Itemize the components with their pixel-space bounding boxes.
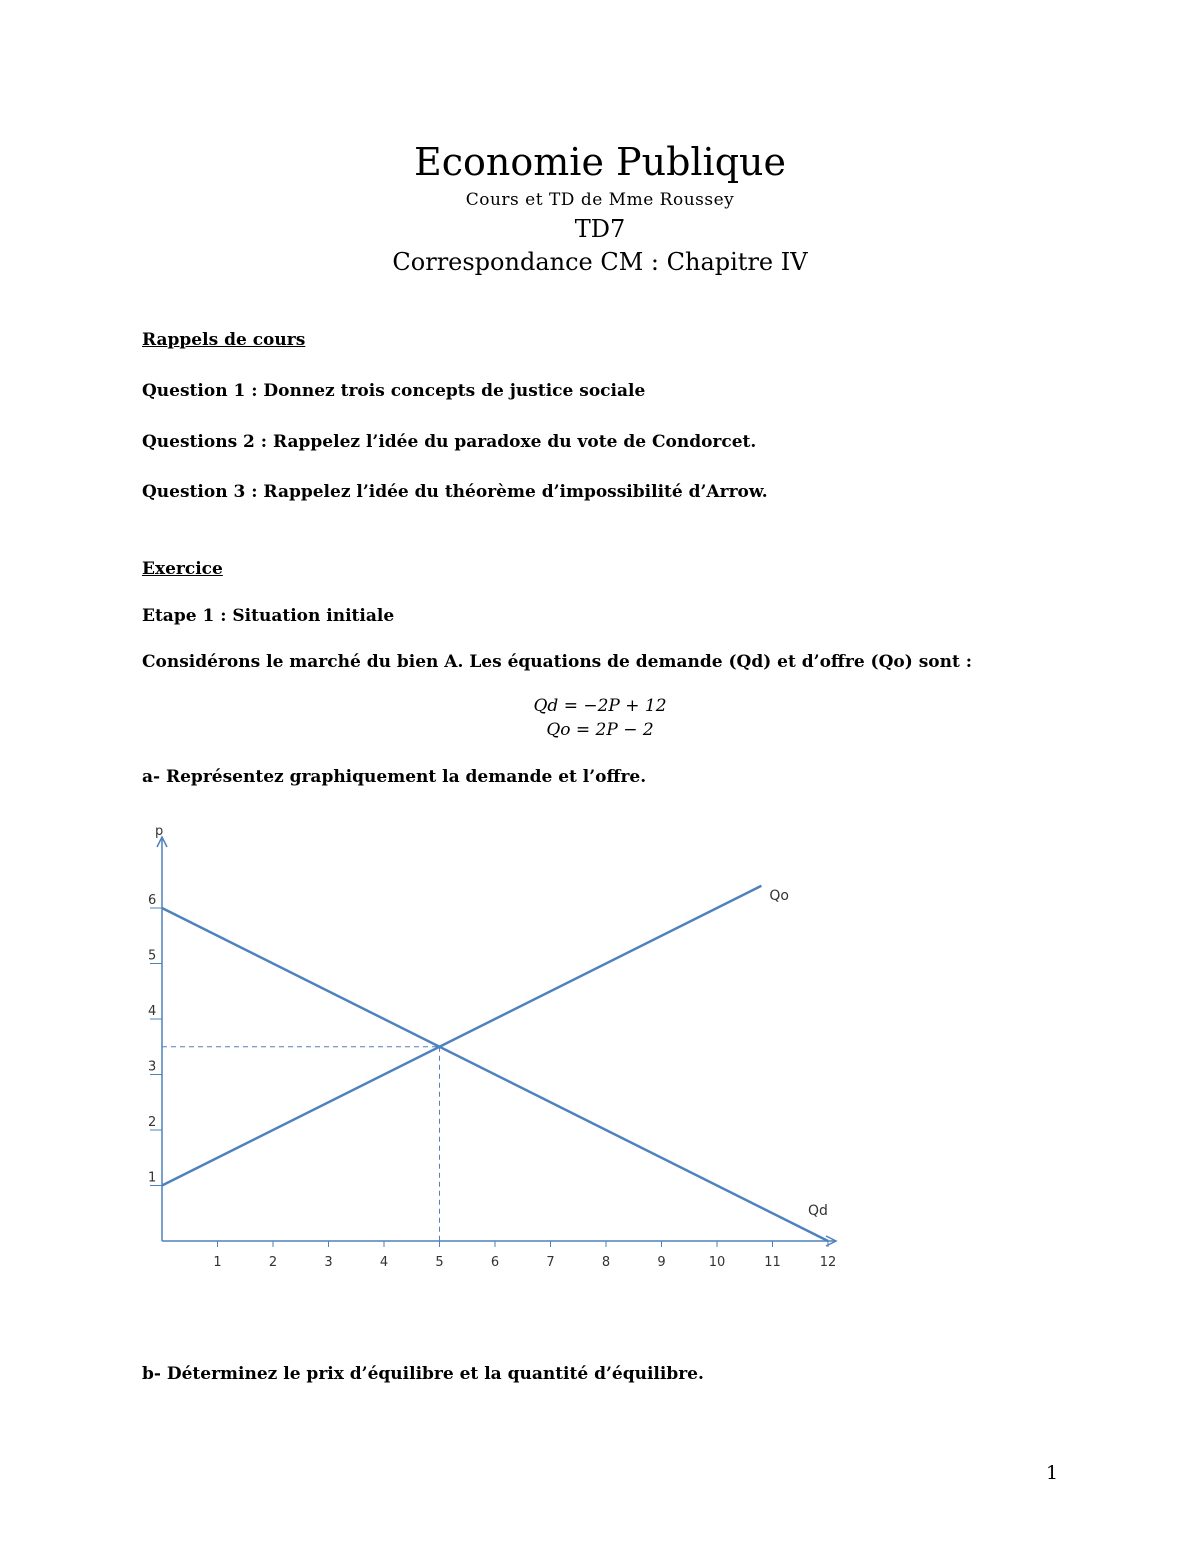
series-label-qo: Qo (769, 887, 789, 904)
x-tick-label: 3 (324, 1255, 333, 1270)
supply-demand-chart (130, 815, 850, 1275)
correspondance-line: Correspondance CM : Chapitre IV (392, 248, 808, 276)
x-tick-label: 6 (490, 1255, 500, 1270)
y-tick-label: 6 (148, 893, 157, 908)
question-1: Question 1 : Donnez trois concepts de justice sociale (142, 381, 646, 401)
x-tick-label: 7 (546, 1255, 555, 1270)
x-tick-label: 4 (379, 1255, 389, 1270)
rappels-heading: Rappels de cours (142, 330, 306, 350)
etape-1: Etape 1 : Situation initiale (142, 606, 395, 626)
equation-demand: Qd = −2P + 12 (533, 696, 667, 716)
series-line-qo (162, 886, 761, 1186)
x-tick-label: 12 (819, 1255, 837, 1270)
x-tick-label: 1 (213, 1255, 222, 1270)
question-2: Questions 2 : Rappelez l’idée du paradoxe du vote de Condorcet. (142, 432, 757, 452)
x-tick-label: 8 (601, 1255, 611, 1270)
y-axis-label: p (155, 824, 164, 839)
page-title: Economie Publique (414, 140, 786, 184)
y-tick-label: 4 (148, 1004, 157, 1019)
x-tick-label: 9 (657, 1255, 666, 1270)
exercice-heading: Exercice (142, 559, 223, 579)
subtitle: Cours et TD de Mme Roussey (465, 190, 735, 210)
x-tick-label: 5 (435, 1255, 444, 1270)
x-tick-label: 11 (764, 1255, 781, 1270)
y-tick-label: 3 (148, 1059, 157, 1075)
y-tick-label: 2 (148, 1115, 157, 1130)
series-label-qd: Qd (808, 1203, 828, 1219)
td-number: TD7 (574, 215, 626, 243)
question-a: a- Représentez graphiquement la demande et l’offre. (142, 767, 647, 787)
page-number: 1 (1046, 1462, 1059, 1484)
equation-supply: Qo = 2P − 2 (546, 720, 654, 740)
y-tick-label: 1 (148, 1170, 157, 1186)
x-tick-label: 2 (268, 1255, 278, 1270)
series-line-qd (162, 908, 828, 1241)
y-tick-label: 5 (148, 948, 157, 964)
exercice-intro: Considérons le marché du bien A. Les équations de demande (Qd) et d’offre (Qo) sont : (142, 652, 973, 672)
question-b: b- Déterminez le prix d’équilibre et la quantité d’équilibre. (142, 1364, 704, 1384)
question-3: Question 3 : Rappelez l’idée du théorème d’impossibilité d’Arrow. (142, 482, 768, 502)
x-tick-label: 10 (708, 1255, 726, 1270)
